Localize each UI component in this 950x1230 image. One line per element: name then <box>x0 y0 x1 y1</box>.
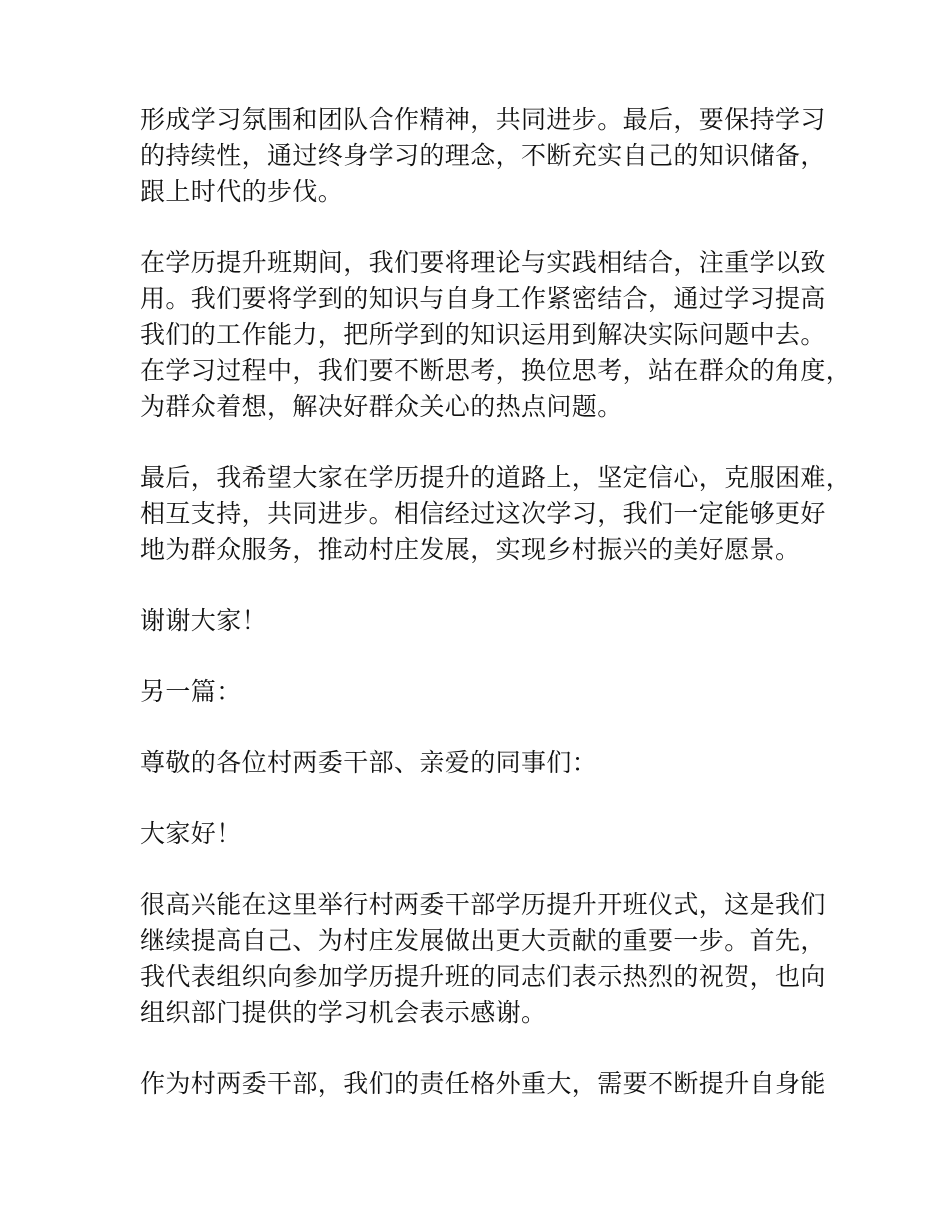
text-line: 谢谢大家！ <box>140 606 268 635</box>
paragraph-2 <box>140 245 852 425</box>
text-line: 很高兴能在这里举行村两委干部学历提升开班仪式，这是我们 <box>140 890 826 919</box>
paragraph-4 <box>140 887 840 1031</box>
text-line: 尊敬的各位村两委干部、亲爱的同事们： <box>140 748 598 777</box>
paragraph-3 <box>140 460 852 568</box>
document-body <box>140 102 852 1102</box>
text-line: 跟上时代的步伐。 <box>140 177 344 206</box>
paragraph-thanks <box>140 603 840 639</box>
text-line: 地为群众服务，推动村庄发展，实现乡村振兴的美好愿景。 <box>140 535 801 564</box>
text-line: 为群众着想，解决好群众关心的热点问题。 <box>140 392 623 421</box>
text-line: 形成学习氛围和团队合作精神，共同进步。最后，要保持学习 <box>140 105 826 134</box>
text-line: 另一篇： <box>140 677 242 706</box>
text-line: 最后，我希望大家在学历提升的道路上，坚定信心，克服困难， <box>140 463 852 492</box>
paragraph-1 <box>140 102 840 210</box>
text-line: 相互支持，共同进步。相信经过这次学习，我们一定能够更好 <box>140 499 826 528</box>
text-line: 用。我们要将学到的知识与自身工作紧密结合，通过学习提高 <box>140 284 826 313</box>
text-line: 大家好！ <box>140 819 242 848</box>
text-line: 在学习过程中，我们要不断思考，换位思考，站在群众的角度， <box>140 356 852 385</box>
text-line: 继续提高自己、为村庄发展做出更大贡献的重要一步。首先， <box>140 926 826 955</box>
text-line: 组织部门提供的学习机会表示感谢。 <box>140 998 547 1027</box>
text-line: 我代表组织向参加学历提升班的同志们表示热烈的祝贺，也向 <box>140 962 826 991</box>
paragraph-greeting <box>140 816 840 852</box>
paragraph-another <box>140 674 840 710</box>
paragraph-salutation <box>140 745 840 781</box>
paragraph-5 <box>140 1066 840 1102</box>
text-line: 我们的工作能力，把所学到的知识运用到解决实际问题中去。 <box>140 320 826 349</box>
text-line: 在学历提升班期间，我们要将理论与实践相结合，注重学以致 <box>140 248 826 277</box>
text-line: 的持续性，通过终身学习的理念，不断充实自己的知识储备， <box>140 141 826 170</box>
text-line: 作为村两委干部，我们的责任格外重大，需要不断提升自身能 <box>140 1069 826 1098</box>
